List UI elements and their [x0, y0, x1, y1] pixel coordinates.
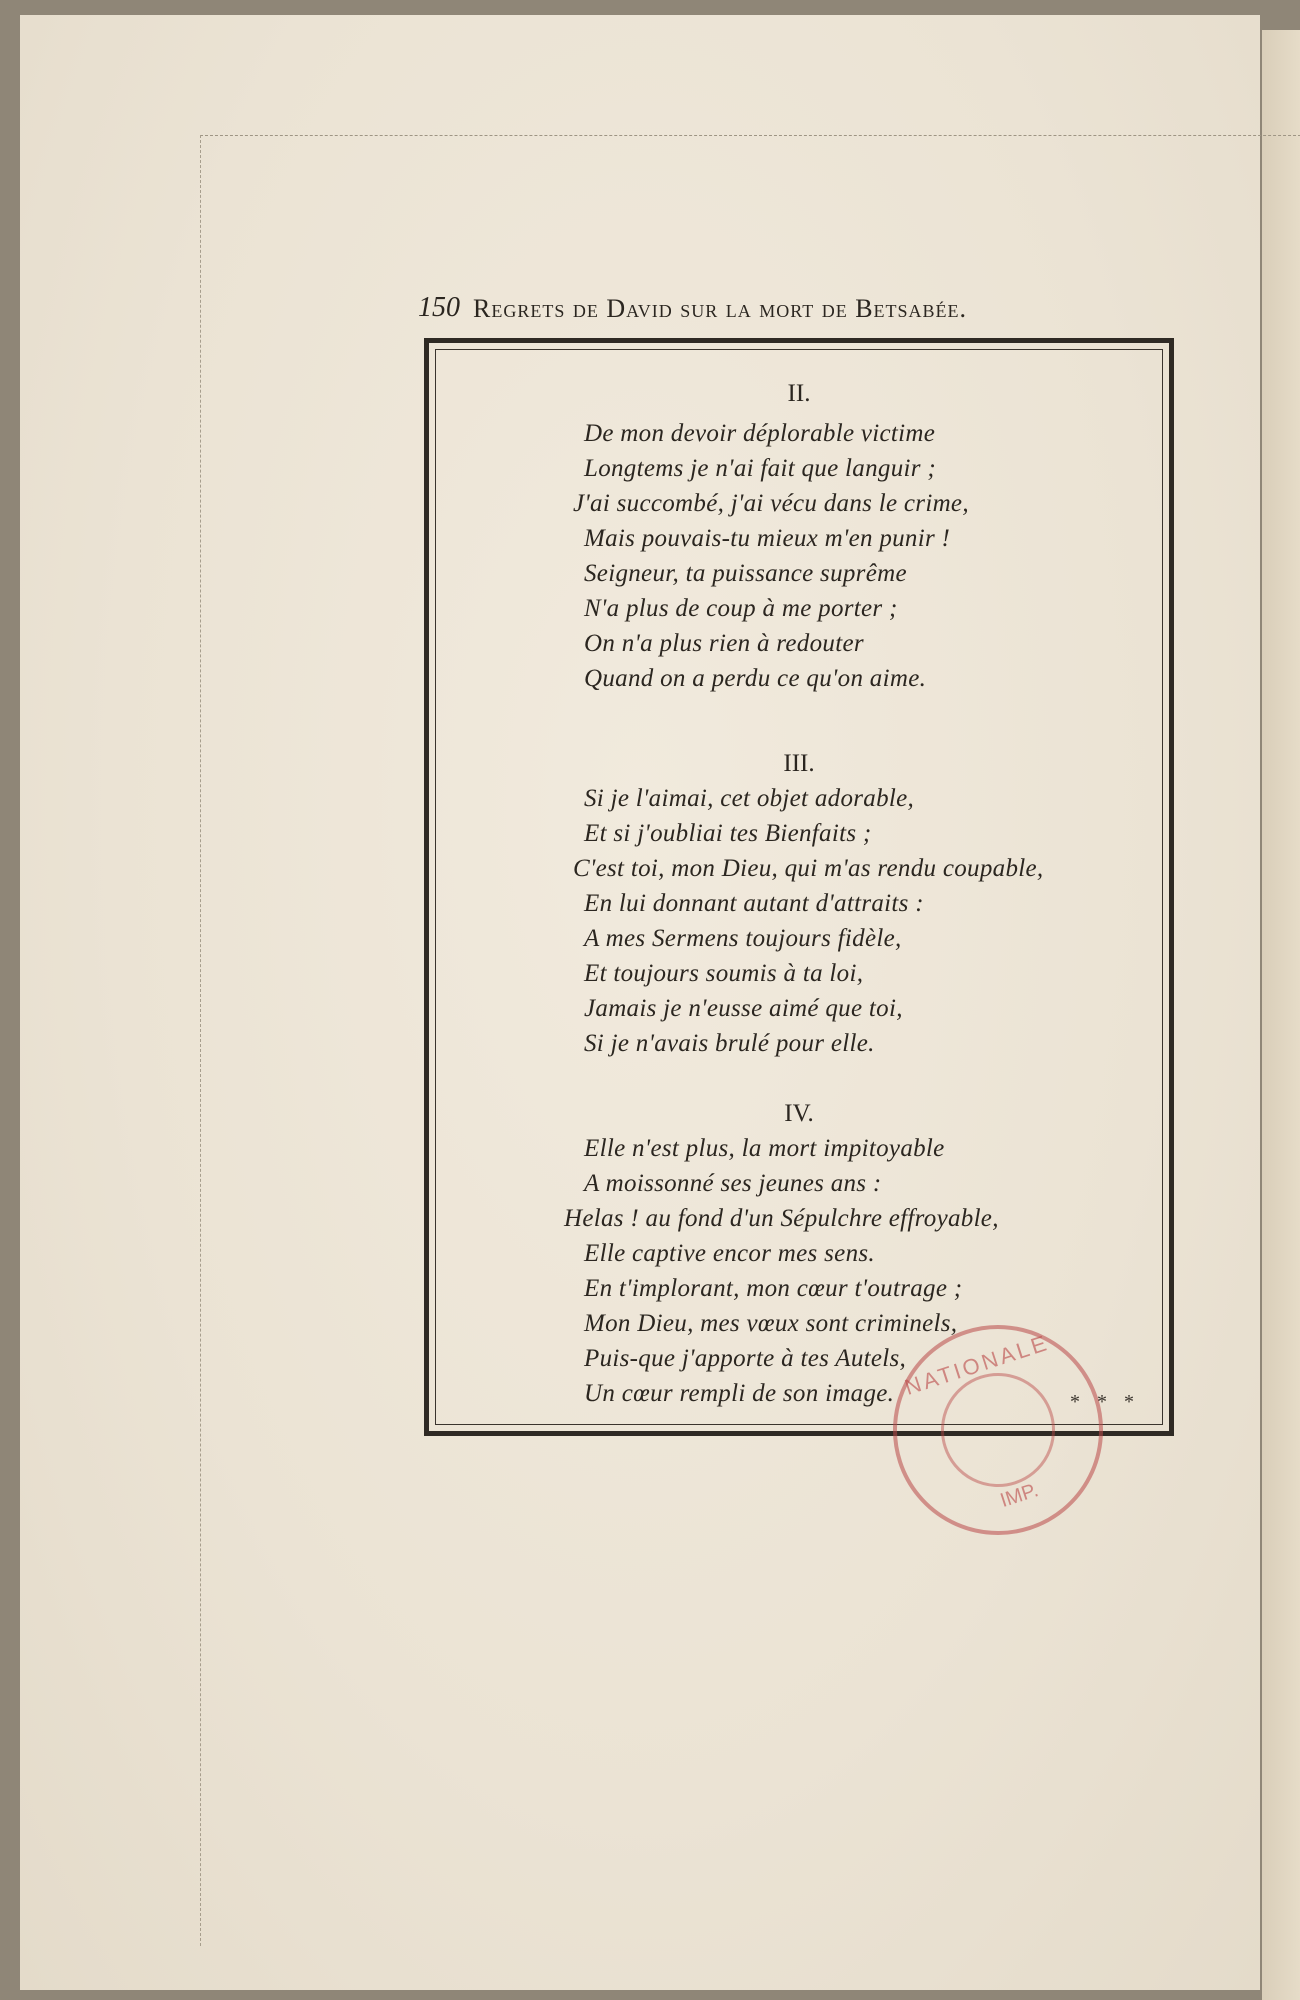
- verse-line: Helas ! au fond d'un Sépulchre effroyable,: [564, 1205, 999, 1232]
- ornament-stars: * * *: [1070, 1391, 1140, 1413]
- verse-line: Mon Dieu, mes vœux sont criminels,: [584, 1310, 958, 1337]
- verse-line: Quand on a perdu ce qu'on aime.: [584, 665, 927, 692]
- verse-line: Seigneur, ta puissance suprême: [584, 560, 907, 587]
- verse-line: Mais pouvais-tu mieux m'en punir !: [584, 525, 951, 552]
- page-header: [418, 292, 1178, 332]
- verse-line: Un cœur rempli de son image.: [584, 1380, 895, 1407]
- verse-line: Jamais je n'eusse aimé que toi,: [584, 995, 903, 1022]
- verse-line: Longtems je n'ai fait que languir ;: [584, 455, 936, 482]
- verse-line: En lui donnant autant d'attraits :: [584, 890, 924, 917]
- text-frame: [424, 338, 1174, 1436]
- verse-line: De mon devoir déplorable victime: [584, 420, 936, 447]
- stamp-bottom-text: IMP.: [997, 1479, 1042, 1513]
- verse-line: A mes Sermens toujours fidèle,: [584, 925, 902, 952]
- verse-line: En t'implorant, mon cœur t'outrage ;: [584, 1275, 963, 1302]
- verse-line: J'ai succombé, j'ai vécu dans le crime,: [573, 490, 969, 517]
- verse-line: Puis-que j'apporte à tes Autels,: [584, 1345, 907, 1372]
- stamp-top-text: NATIONALE: [901, 1329, 1053, 1400]
- running-head: Regrets de David sur la mort de Betsabée.: [473, 294, 968, 323]
- page-number: 150: [418, 292, 460, 323]
- verse-line: On n'a plus rien à redouter: [584, 630, 864, 657]
- text-frame-inner: [435, 349, 1163, 1425]
- verse-line: C'est toi, mon Dieu, qui m'as rendu coupable,: [573, 855, 1044, 882]
- stanza-number: IV.: [784, 1100, 814, 1127]
- verse-line: Elle n'est plus, la mort impitoyable: [584, 1135, 945, 1162]
- verse-line: Et si j'oubliai tes Bienfaits ;: [584, 820, 872, 847]
- verse-line: Si je n'avais brulé pour elle.: [584, 1030, 875, 1057]
- verse-line: Elle captive encor mes sens.: [584, 1240, 875, 1267]
- verse-line: Si je l'aimai, cet objet adorable,: [584, 785, 915, 812]
- stanza-number: III.: [783, 750, 815, 777]
- stanza-number: II.: [787, 380, 811, 407]
- verse-line: A moissonné ses jeunes ans :: [584, 1170, 882, 1197]
- verse-line: Et toujours soumis à ta loi,: [584, 960, 864, 987]
- verse-line: N'a plus de coup à me porter ;: [584, 595, 898, 622]
